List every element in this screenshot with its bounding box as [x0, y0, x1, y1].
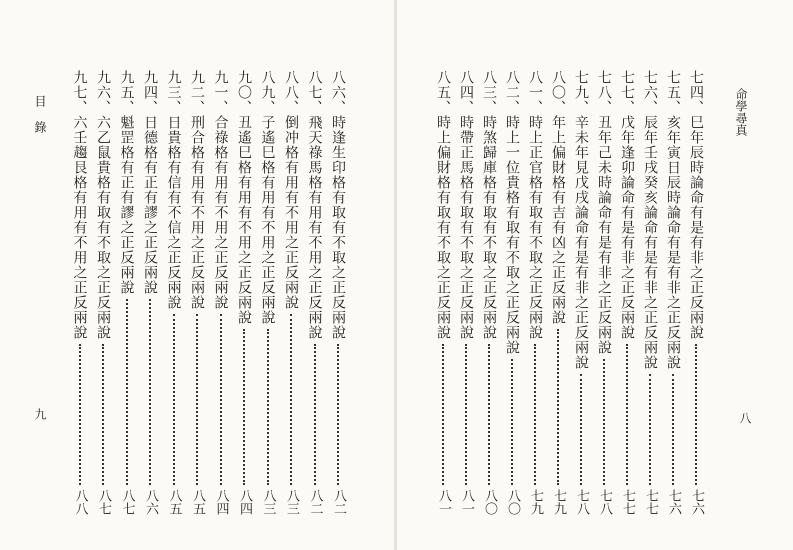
toc-entry-title: 七七、戊年逢卯論命有是有非之正反兩說	[619, 70, 635, 340]
toc-entry	[478, 70, 500, 515]
dot-leader	[649, 374, 653, 485]
toc-entry-page: 八五	[166, 489, 182, 515]
toc-entry-title: 九二、刑合格有用有不用之正反兩說	[189, 70, 205, 310]
toc-entry-page: 七九	[551, 489, 566, 515]
dot-leader	[534, 344, 538, 485]
toc-entry	[662, 70, 684, 515]
right-page	[397, 0, 793, 550]
toc-entry-page: 七八	[574, 489, 589, 515]
dot-leader	[196, 314, 200, 485]
toc-entry-page: 八四	[237, 489, 252, 515]
dot-leader	[102, 344, 106, 485]
toc-entry	[685, 70, 707, 515]
toc-entry	[524, 70, 546, 515]
left-page-number: 九	[33, 408, 47, 420]
toc-entry-page: 八四	[213, 489, 229, 515]
toc-entry-title: 九七、六壬趨艮格有用有不用之正反兩說	[71, 70, 88, 340]
toc-entry-title: 八八、倒冲格有用有不用之正反兩說	[283, 70, 299, 310]
toc-entry-title: 七四、巳年辰時論命有是有非之正反兩說	[688, 70, 704, 340]
toc-entry-page: 八三	[260, 489, 276, 515]
toc-entry	[280, 70, 302, 515]
dot-leader	[173, 314, 177, 485]
dot-leader	[442, 344, 446, 485]
toc-entry-title: 九五、魁罡格有正有謬之正反兩說	[118, 70, 135, 295]
toc-entry	[163, 70, 185, 515]
toc-entry	[186, 70, 208, 515]
dot-leader	[149, 299, 153, 485]
dot-leader	[557, 329, 561, 485]
toc-entry-page: 八〇	[482, 489, 497, 515]
toc-entry-page: 七八	[597, 489, 612, 515]
toc-entry-page: 七六	[666, 489, 681, 515]
toc-entry	[327, 70, 349, 515]
toc-entry-page: 七七	[620, 489, 635, 515]
toc-entry	[616, 70, 638, 515]
dot-leader	[695, 344, 699, 485]
toc-entry-title: 七八、丑年己未時論命有是有非之正反兩說	[596, 70, 612, 355]
toc-entry-title: 八六、時逢生印格有取有不取之正反兩說	[330, 70, 346, 340]
toc-entry	[304, 70, 326, 515]
toc-entry-page: 八八	[72, 489, 88, 515]
dot-leader	[267, 329, 271, 485]
toc-entry-title: 八〇、年上偏財格有吉有凶之正反兩說	[550, 70, 566, 325]
toc-entry	[233, 70, 255, 515]
dot-leader	[626, 344, 630, 485]
left-page	[0, 0, 395, 550]
toc-entry	[139, 70, 161, 515]
toc-entry-title: 八三、時煞歸庫格有取有不取之正反兩說	[481, 70, 497, 340]
toc-entry-title: 九三、日貴格有信有不信之正反兩說	[165, 70, 182, 310]
dot-leader	[337, 344, 341, 485]
toc-entry-page: 七六	[689, 489, 704, 515]
toc-entry-page: 八二	[307, 489, 323, 515]
toc-entry-title: 七九、辛未年見戊戌論命有是有非之正反兩說	[573, 70, 589, 370]
toc-entry	[547, 70, 569, 515]
toc-entry-page: 八二	[331, 489, 346, 515]
toc-entry-page: 八七	[119, 489, 135, 515]
toc-entry-page: 八〇	[505, 489, 520, 515]
dot-leader	[488, 344, 492, 485]
toc-entry-page: 八一	[459, 489, 474, 515]
dot-leader	[126, 299, 130, 485]
toc-entry-page: 八一	[436, 489, 451, 515]
toc-entry	[501, 70, 523, 515]
dot-leader	[511, 359, 515, 485]
left-running-head: 目 錄	[33, 95, 47, 133]
toc-entry-page: 七七	[643, 489, 658, 515]
dot-leader	[603, 359, 607, 485]
dot-leader	[290, 314, 294, 485]
dot-leader	[465, 344, 469, 485]
dot-leader	[314, 344, 318, 485]
toc-entry-title: 八五、時上偏財格有取有不取之正反兩說	[435, 70, 451, 340]
toc-entry-title: 八九、子遙巳格有用有不用之正反兩說	[259, 70, 276, 325]
toc-entry-title: 七五、亥年寅日辰時論命有是有非之正反兩說	[665, 70, 681, 370]
dot-leader	[672, 374, 676, 485]
dot-leader	[79, 344, 83, 485]
toc-entry-title: 九一、合祿格有用有不用之正反兩說	[212, 70, 229, 310]
toc-entry	[432, 70, 454, 515]
toc-entry	[210, 70, 232, 515]
toc-entry	[455, 70, 477, 515]
toc-entry	[570, 70, 592, 515]
toc-entry-page: 七九	[528, 489, 543, 515]
toc-entry-page: 八六	[143, 489, 158, 515]
toc-entry	[116, 70, 138, 515]
toc-entry-title: 七六、辰年壬戌癸亥論命有是有非之正反兩說	[642, 70, 658, 370]
toc-entry-title: 九〇、丑遙巳格有用有不用之正反兩說	[236, 70, 252, 325]
toc-entry	[69, 70, 91, 515]
dot-leader	[580, 374, 584, 485]
toc-entry-page: 八七	[96, 489, 111, 515]
toc-entry-title: 八四、時帶正馬格有取有不取之正反兩說	[458, 70, 474, 340]
right-running-head: 命學尋真	[734, 88, 748, 136]
toc-entry-page: 八三	[284, 489, 299, 515]
toc-entry	[92, 70, 114, 515]
toc-entry-title: 八七、飛天祿馬格有用有不用之正反兩說	[306, 70, 323, 340]
toc-entry-title: 九四、日德格有正有謬之正反兩說	[142, 70, 158, 295]
toc-entry-page: 八五	[190, 489, 205, 515]
toc-entry	[639, 70, 661, 515]
toc-entry-title: 八一、時上正官格有取有不取之正反兩說	[527, 70, 543, 340]
right-page-number: 八	[738, 412, 752, 424]
toc-entry	[593, 70, 615, 515]
toc-entry-title: 九六、六乙鼠貴格有取有不取之正反兩說	[95, 70, 111, 340]
toc-entry	[257, 70, 279, 515]
dot-leader	[243, 329, 247, 485]
dot-leader	[220, 314, 224, 485]
toc-entry-title: 八二、時上一位貴格有取有不取之正反兩說	[504, 70, 520, 355]
